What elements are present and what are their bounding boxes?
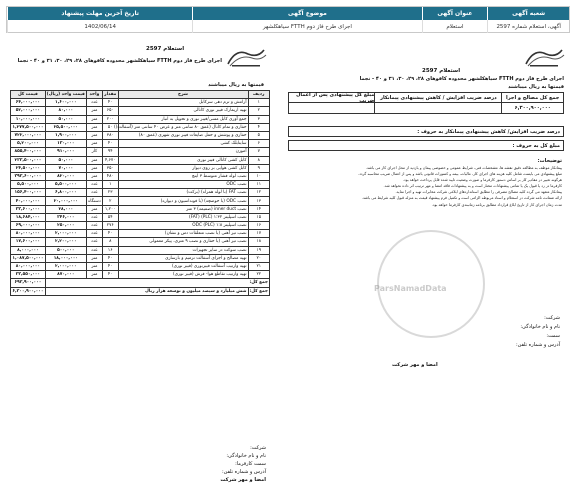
summary-col-coefficient: درصد ضریب افزایش / کاهش پیشنهادی پیمانکار — [374, 93, 501, 102]
row-unit: دستگاه — [88, 198, 101, 204]
header-label-deadline: تاریخ آخرین مهلت پیشنهاد — [7, 7, 192, 20]
row-total-price: ۱۸,۶۸۴,۰۰۰ — [11, 213, 46, 221]
col-quantity: مقدار — [104, 92, 117, 98]
row-number: ۱۵ — [248, 213, 269, 221]
currency-note: قیمتها به ریال میباشند — [508, 84, 564, 90]
note-item: مدت زمان اجرای کار از تاریخ ابلاغ قرارداد مطابق برنامه زمانبندی کارفرما خواهد بود. — [431, 202, 562, 207]
summary-page — [282, 46, 570, 470]
final-amount-input-cell[interactable] — [289, 103, 374, 113]
row-unit: متر — [86, 115, 102, 123]
table-header-row — [11, 91, 270, 99]
row-number: ۲۱ — [248, 262, 269, 270]
row-unit-price: ۵۰,۰۰۰ — [45, 115, 86, 123]
table-row — [11, 238, 270, 246]
summary-value-row — [289, 103, 563, 113]
row-quantity: ۳۸۰ — [102, 131, 118, 139]
row-unit: عدد — [86, 189, 102, 197]
grand-total-row — [11, 287, 270, 295]
row-unit: کار — [86, 148, 102, 156]
row-number: ۱۴ — [248, 205, 269, 213]
header-value-deadline: 1402/06/14 — [7, 20, 192, 33]
row-total-price: ۷۲۲,۰۰۰,۰۰۰ — [11, 131, 46, 139]
row-total-price: ۸,۰۰۰,۰۰۰ — [11, 246, 46, 254]
row-unit-price: ۱,۶۰۰,۰۰۰ — [45, 99, 86, 107]
row-description: کابل کشی کانالی فیبر نوری — [118, 156, 248, 164]
row-quantity: ۱ — [102, 181, 118, 189]
row-number: ۱ — [248, 99, 269, 107]
sum-value: ۶۹۳,۹۰۰,۰۰۰ — [11, 279, 46, 287]
table-row — [11, 222, 270, 230]
row-unit: عدد — [86, 230, 102, 238]
row-unit-price: ۷۰,۰۰۰ — [45, 164, 86, 172]
row-unit-price: ۲,۰۰۰,۰۰۰ — [45, 262, 86, 270]
position-field: سمت کارفرما: — [235, 461, 266, 467]
row-total-price: ۵,۵۰۰,۰۰۰ — [11, 181, 46, 189]
table-row — [11, 189, 270, 197]
sum-label: جمع کل: — [45, 279, 269, 287]
sign-label: امضا و مهر شرکت — [392, 362, 438, 368]
row-quantity: ۳۵۰ — [102, 164, 118, 172]
row-unit: متر — [86, 271, 102, 279]
notes-body — [290, 166, 562, 209]
row-unit: متر — [86, 156, 102, 164]
table-row — [11, 181, 270, 189]
row-number: ۱۶ — [248, 222, 269, 230]
row-description: آرامش و ترم دهی سرکابل — [118, 99, 248, 107]
currency-note: قیمتها به ریال میباشند — [208, 82, 264, 88]
row-quantity: ۴۰ — [102, 262, 118, 270]
row-description: نصب اسپلیتر ۱:۸ (PLC) ODC — [118, 222, 248, 230]
header-value-branch: آگهی، استعلام شماره 2597 — [487, 20, 569, 33]
row-description: نصب inner duct (ضمیمه) ۳ متر — [118, 205, 248, 213]
row-unit-price: ۱۸,۰۰۰,۰۰۰ — [45, 254, 86, 262]
note-item: کارفرما در رد یا قبول یک یا تمامی پیشنهادات مختار است و به پیشنهادات فاقد امضا و مهر ترتیب اثر داده نخواهد شد. — [383, 184, 562, 189]
row-quantity: ۲۳ — [102, 189, 118, 197]
row-unit-price: ۱۳۰,۰۰۰ — [45, 140, 86, 148]
row-quantity: ۸ — [102, 238, 118, 246]
table-row — [11, 205, 270, 213]
col-unit: واحد — [86, 91, 102, 99]
row-unit: عدد — [86, 222, 102, 230]
price-items-table — [10, 90, 270, 296]
note-item: ارائه ضمانت نامه شرکت در استعلام و اسناد مربوطه الزامی است و تکمیل فرم پیشنهاد قیمت به منزله قبول کلیه شرایط می باشد. — [361, 196, 562, 201]
row-quantity: ۴۰ — [102, 230, 118, 238]
amount-in-words-field[interactable]: مبلغ کل به حروف : — [288, 140, 564, 151]
header-value-title: استعلام — [422, 20, 488, 33]
grand-total-label: جمع کل: — [249, 288, 268, 294]
row-number: ۷ — [248, 148, 269, 156]
row-number: ۱۹ — [248, 246, 269, 254]
row-unit: متر — [86, 262, 102, 270]
row-total-price: ۸۵۵,۴۰۰,۰۰۰ — [11, 148, 46, 156]
document-title: اجرای طرح فاز دوم FTTH سیاهکلشهر محدوده کافوهای ۲۸، ۲۹، ۳۰، ۳۱ و ۴۰ - نجما — [359, 76, 564, 82]
row-total-price: ۵,۲۰۰,۰۰۰ — [11, 140, 46, 148]
full-name-field: نام و نام خانوادگی: — [520, 324, 560, 330]
grand-total-value: ۶,۳۰۰,۹۰۰,۰۰۰ — [12, 288, 44, 294]
row-total-price: ۳۳,۶۰۰,۰۰۰ — [11, 205, 46, 213]
row-unit: عدد — [86, 238, 102, 246]
row-description: حفاری و پوشش و حمل ضایعات فیبر نوری شهری (عمق ۸۰) — [118, 131, 248, 139]
row-number: ۲۰ — [248, 254, 269, 262]
row-description: نصب سوکت در سایر تجهیزات — [118, 246, 248, 254]
coefficient-in-words-field[interactable]: درصد ضریب افزایش/ کاهش پیشنهادی پیمانکار به حروف : — [288, 126, 564, 137]
row-quantity: ۲۰۰ — [102, 115, 118, 123]
row-total-price: ۱۰,۰۰۰,۰۰۰ — [11, 115, 46, 123]
col-total-price: قیمت کل — [11, 91, 46, 99]
col-unit-price: قیمت واحد (ریال) — [46, 92, 85, 98]
row-description: کابل کشی هوایی بر روی دیوار — [118, 164, 248, 172]
row-quantity: ۴۰ — [102, 271, 118, 279]
row-quantity: ۴۰ — [102, 140, 118, 148]
form-number: استعلام 2597 — [422, 68, 461, 74]
note-item: پیمانکار متعهد می گردد کلیه مصالح مصرفی را مطابق استانداردهای ابلاغی شرکت مخابرات تهیه و اجرا نماید. — [395, 190, 562, 195]
position-field: سمت: — [546, 333, 560, 339]
row-description: نصب تیر آهنی (با حفاری و نصب ۹ متری، پیکر معمولی — [118, 238, 248, 246]
table-row — [11, 262, 270, 270]
price-list-page — [6, 46, 274, 483]
row-description: جمع آوری کابل مسی/فیبر نوری و تحویل به انبار — [118, 115, 248, 123]
row-quantity: ۱۶ — [102, 246, 118, 254]
row-unit-price: ۸۷۰,۰۰۰ — [45, 271, 86, 279]
table-row — [11, 140, 270, 148]
header-value-subject: اجرای طرح فاز دوم FTTH سیاهکلشهر — [192, 20, 421, 33]
address-field: آدرس و شماره تلفن: — [515, 342, 560, 348]
summary-col-total: جمع کل مصالح و اجرا — [501, 93, 563, 102]
table-row — [11, 156, 270, 164]
row-total-price: ۵۲,۰۰۰,۰۰۰ — [11, 107, 46, 115]
row-description: آموزن — [118, 148, 248, 156]
summary-total-value: ۶,۳۰۰,۹۰۰,۰۰۰ — [501, 103, 563, 113]
summary-header-row — [289, 93, 563, 103]
table-row — [11, 164, 270, 172]
row-number: ۱۲ — [248, 189, 269, 197]
table-row — [11, 213, 270, 221]
company-field: شرکت: — [544, 315, 560, 321]
row-total-price: ۱۷,۶۰۰,۰۰۰ — [11, 238, 46, 246]
contractor-info-block — [220, 444, 266, 484]
row-number: ۶ — [248, 140, 269, 148]
row-total-price: ۸۰,۰۰۰,۰۰۰ — [11, 262, 46, 270]
row-number: ۲ — [248, 107, 269, 115]
row-quantity: ۶۵۰ — [102, 107, 118, 115]
row-total-price: ۱۵۶,۴۰۰,۰۰۰ — [11, 189, 46, 197]
row-total-price: ۴۰,۰۰۰,۰۰۰ — [11, 197, 46, 205]
row-unit-price: ۲,۲۰۰,۰۰۰ — [45, 238, 86, 246]
price-items-body — [11, 99, 270, 279]
row-number: ۲۲ — [248, 271, 269, 279]
row-unit-price: ۲۰,۰۰۰,۰۰۰ — [45, 197, 86, 205]
table-row — [11, 123, 270, 131]
row-description: نصب ODC — [118, 181, 248, 189]
row-unit: عدد — [86, 213, 102, 221]
row-quantity: ۲ — [102, 197, 118, 205]
row-total-price: ۱,۲۷۷,۵۰۰,۰۰۰ — [12, 124, 44, 130]
telecom-logo-icon — [224, 46, 268, 68]
row-unit-price: ۹۱۰,۰۰۰ — [45, 148, 86, 156]
row-number: ۱۰ — [248, 172, 269, 180]
row-total-price: ۶۴,۰۰۰,۰۰۰ — [11, 99, 46, 107]
table-row — [11, 107, 270, 115]
row-quantity: ۴,۶۷۰ — [102, 156, 118, 164]
row-total-price: ۳۹۳,۶۰۰,۰۰۰ — [11, 172, 46, 180]
row-unit: عدد — [86, 99, 102, 107]
row-description: تهیه مصالح و اجرای آسفالت ترمیم و بازسازی — [118, 254, 248, 262]
table-row — [11, 131, 270, 139]
row-number: ۱۳ — [248, 197, 269, 205]
row-unit: متر — [86, 164, 102, 172]
row-total-price: ۶۹,۰۰۰,۰۰۰ — [11, 222, 46, 230]
row-number: ۹ — [248, 164, 269, 172]
col-description: شرح — [118, 91, 248, 99]
header-values-row — [7, 20, 569, 33]
row-unit-price: ۳۴۶,۰۰۰ — [45, 213, 86, 221]
row-unit-price: ۶,۸۰۰,۰۰۰ — [45, 189, 86, 197]
row-unit: متر — [86, 131, 102, 139]
row-description: سایتابلک کشی — [118, 140, 248, 148]
header-label-branch: شعبه آگهی — [487, 7, 569, 20]
address-field: آدرس و شماره تلفن: — [221, 469, 266, 475]
row-quantity: ۹۴ — [102, 148, 118, 156]
row-description: نصب FAT (با لوله همراه) (برکت) — [118, 189, 248, 197]
row-quantity: ۵۴ — [102, 213, 118, 221]
row-unit-price: ۸۲۰,۰۰۰ — [45, 172, 86, 180]
row-unit-price: ۵۰۰,۰۰۰ — [45, 246, 86, 254]
grand-total-words: شش میلیارد و سیصد میلیون و توسعه هزار ریال — [45, 287, 248, 295]
header-label-subject: موضوع آگهی — [192, 7, 421, 20]
row-quantity: ۴۰ — [102, 254, 118, 262]
row-description: تهیه وارتیب آسفالت فیبرنوری (فیبر نوری) — [118, 262, 248, 270]
row-description: حفاری و تمام کانال (عمق ۸۰ سانتی متر و عرض ۴۰ سانتی متر (آسفالت)) — [113, 124, 247, 130]
table-row — [11, 99, 270, 107]
note-item: مبلغ پیشنهادی می بایست شامل کلیه هزینه های اجرای کار، مالیات، بیمه و کسورات قانونی باشد و پس از اعمال ضریب محاسبه گردد. — [358, 172, 562, 177]
company-field: شرکت: — [250, 445, 266, 451]
row-number: ۱۱ — [248, 181, 269, 189]
table-row — [11, 197, 270, 205]
row-description: تهیه اریمارک فیبر نوری کانالی — [118, 107, 248, 115]
row-number: ۳ — [248, 115, 269, 123]
notes-heading: توضیحات: — [537, 158, 562, 164]
table-row — [11, 271, 270, 279]
table-row — [11, 172, 270, 180]
row-unit: متر — [86, 254, 102, 262]
row-quantity: ۱,۲۰۰ — [102, 205, 118, 213]
row-unit-price: ۲۵۰,۰۰۰ — [45, 222, 86, 230]
row-description: نصب لوله فشار متوسط ۳ اینچ — [118, 172, 248, 180]
row-description: نصب تیر آهنی (با نصب متعلقات دس و نشان) — [118, 230, 248, 238]
row-unit: متر — [86, 107, 102, 115]
row-description: تهیه وارتیب تقاطع هوا- فرش (فیبر نوری) — [118, 271, 248, 279]
row-quantity: ۴۸۰ — [102, 172, 118, 180]
header-label-title: عنوان آگهی — [422, 7, 488, 20]
full-name-field: نام و نام خانوادگی: — [226, 453, 266, 459]
row-description: نصب اسپلیتر ۱:۳۲ (PLC) (FAT) — [118, 213, 248, 221]
row-unit-price: ۱,۹۰۰,۰۰۰ — [45, 131, 86, 139]
note-item: هرگونه تغییر در مقادیر کار بر اساس دستور کارفرما و صورت وضعیت تایید شده قابل پرداخت خواهد بود. — [402, 178, 562, 183]
row-unit: عدد — [86, 246, 102, 254]
row-total-price: ۲۴,۵۰۰,۰۰۰ — [11, 164, 46, 172]
row-number: ۵ — [248, 131, 269, 139]
sum-row — [11, 279, 270, 287]
row-number: ۴ — [248, 123, 269, 131]
row-unit: عدد — [86, 181, 102, 189]
col-row-number: ردیف — [248, 91, 269, 99]
header-labels-row — [7, 7, 569, 20]
row-unit: متر — [86, 123, 102, 131]
row-quantity: ۲۷۶ — [102, 222, 118, 230]
notice-header-table — [6, 6, 570, 33]
summary-col-final: مبلغ کل پیشنهادی پس از اعمال ضریب — [296, 91, 375, 104]
row-unit-price: ۲,۰۰۰,۰۰۰ — [45, 230, 86, 238]
row-total-price: ۳۳,۵۵۰,۰۰۰ — [11, 271, 46, 279]
row-unit-price: ۵۰,۰۰۰ — [45, 156, 86, 164]
proposal-summary-table — [288, 92, 564, 114]
row-quantity: ۴۰ — [102, 99, 118, 107]
document-title: اجرای طرح فاز دوم FTTH سیاهکلشهر محدوده کافوهای ۲۸، ۲۹، ۳۰، ۳۱ و ۴۰ - نجما — [17, 58, 222, 64]
note-item: پیمانکار موظف به مطالعه دقیق نقشه ها، مشخصات فنی، شرایط عمومی و خصوصی پیمان و بازدید از محل اجرای کار می باشد. — [365, 166, 562, 170]
row-number: ۸ — [248, 156, 269, 164]
row-description: نصب ODC (با حوضچه) (با فونداسیون و دیواره) — [118, 197, 248, 205]
row-unit: متر — [86, 172, 102, 180]
row-total-price: ۲۳۳,۵۰۰,۰۰۰ — [11, 156, 46, 164]
row-unit: متر — [86, 140, 102, 148]
form-number: استعلام 2597 — [146, 46, 185, 52]
table-row — [11, 230, 270, 238]
contractor-info-block — [516, 314, 560, 350]
row-unit: متر — [86, 205, 102, 213]
telecom-logo-icon — [522, 46, 566, 68]
table-row — [11, 115, 270, 123]
table-row — [11, 246, 270, 254]
watermark-text: ParsNamadData — [374, 284, 447, 293]
row-quantity: ۵۰ — [102, 123, 118, 131]
row-total-price: ۸۰,۰۰۰,۰۰۰ — [11, 230, 46, 238]
row-total-price: ۱,۰۸۷,۵۰۰,۰۰۰ — [12, 255, 44, 261]
row-unit-price: ۵,۵۰۰,۰۰۰ — [45, 181, 86, 189]
row-unit-price: ۲۵,۵۰۰,۰۰۰ — [45, 123, 86, 131]
row-number: ۱۷ — [248, 230, 269, 238]
row-unit-price: ۲۸,۰۰۰ — [45, 205, 86, 213]
row-unit-price: ۸۰,۰۰۰ — [45, 107, 86, 115]
row-number: ۱۸ — [248, 238, 269, 246]
table-row — [11, 254, 270, 262]
sign-label: امضا و مهر شرکت — [220, 477, 266, 483]
table-row — [11, 148, 270, 156]
coefficient-input-cell[interactable] — [374, 103, 501, 113]
